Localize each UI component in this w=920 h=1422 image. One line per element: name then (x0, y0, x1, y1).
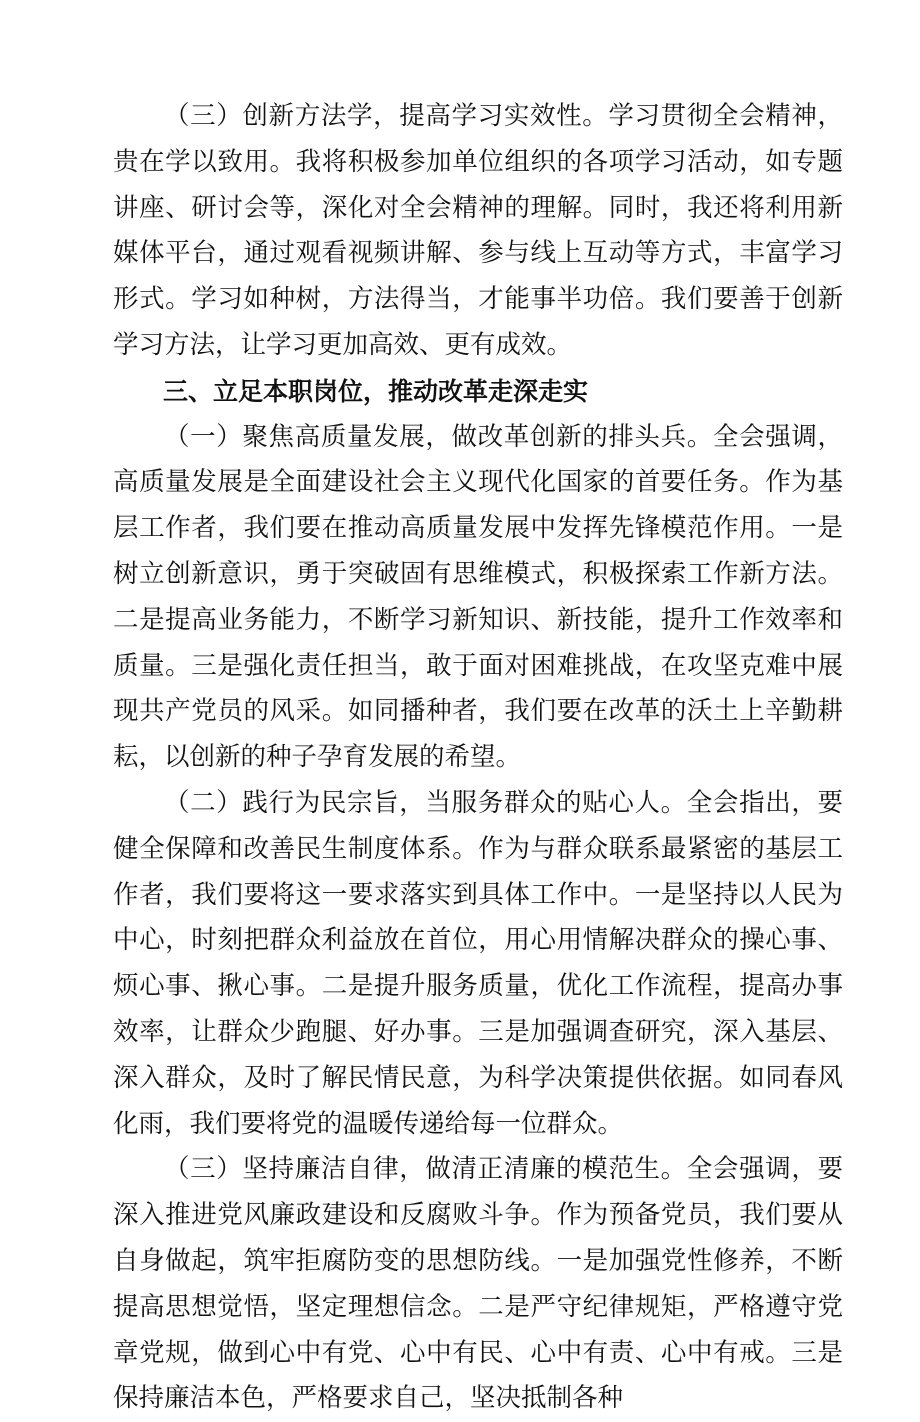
paragraph-serve-the-people: （二）践行为民宗旨，当服务群众的贴心人。全会指出，要健全保障和改善民生制度体系。作为与群众联系最紧密的基层工作者，我们要将这一要求落实到具体工作中。一是坚持以人民为中心，时刻把群众利益放在首位，用心用情解决群众的操心事、烦心事、揪心事。二是提升服务质量，优化工作流程，提高办事效率，让群众少跑腿、好办事。三是加强调查研究，深入基层、深入群众，及时了解民情民意，为科学决策提供依据。如同春风化雨，我们要将党的温暖传递给每一位群众。 (113, 787, 843, 1139)
paragraph-innovate-learning-methods: （三）创新方法学，提高学习实效性。学习贯彻全会精神，贵在学以致用。我将积极参加单位组织的各项学习活动，如专题讲座、研讨会等，深化对全会精神的理解。同时，我还将利用新媒体平台，通过观看视频讲解、参与线上互动等方式，丰富学习形式。学习如种树，方法得当，才能事半功倍。我们要善于创新学习方法，让学习更加高效、更有成效。 (113, 101, 843, 360)
paragraph-high-quality-development: （一）聚焦高质量发展，做改革创新的排头兵。全会强调，高质量发展是全面建设社会主义现代化国家的首要任务。作为基层工作者，我们要在推动高质量发展中发挥先锋模范作用。一是树立创新意识，勇于突破固有思维模式，积极探索工作新方法。二是提高业务能力，不断学习新知识、新技能，提升工作效率和质量。三是强化责任担当，敢于面对困难挑战，在攻坚克难中展现共产党员的风采。如同播种者，我们要在改革的沃土上辛勤耕耘，以创新的种子孕育发展的希望。 (113, 421, 843, 773)
document-body (113, 94, 843, 1422)
paragraph-integrity-self-discipline: （三）坚持廉洁自律，做清正清廉的模范生。全会强调，要深入推进党风廉政建设和反腐败斗争。作为预备党员，我们要从自身做起，筑牢拒腐防变的思想防线。一是加强党性修养，不断提高思想觉悟，坚定理想信念。二是严守纪律规矩，严格遵守党章党规，做到心中有党、心中有民、心中有责、心中有戒。三是保持廉洁本色，严格要求自己，坚决抵制各种 (113, 1154, 843, 1414)
section-heading-three: 三、立足本职岗位，推动改革走深走实 (163, 376, 589, 406)
